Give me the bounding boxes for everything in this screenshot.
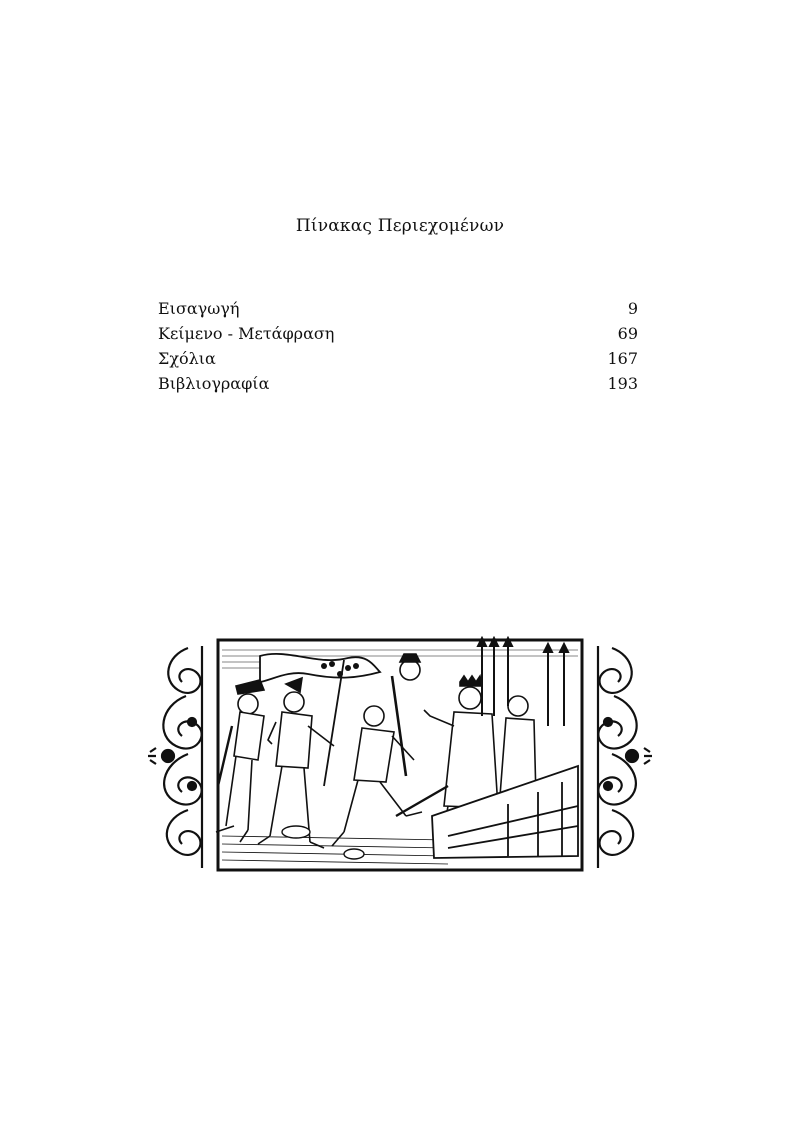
toc-entry-page: 167 <box>607 349 638 368</box>
toc-entry-bibliography[interactable] <box>158 371 638 396</box>
toc-entry-label: Σχόλια <box>158 349 216 368</box>
toc-entry-page: 9 <box>627 299 638 318</box>
woodcut-scene-icon <box>216 638 582 870</box>
toc-entry-label: Κείμενο - Μετάφραση <box>158 324 335 343</box>
toc-entry-introduction[interactable] <box>158 296 638 321</box>
toc-entry-label: Βιβλιογραφία <box>158 374 270 393</box>
toc-entry-label: Εισαγωγή <box>158 299 240 318</box>
toc-entry-page: 69 <box>617 324 638 343</box>
toc-entry-text-translation[interactable] <box>158 321 638 346</box>
toc-entry-comments[interactable] <box>158 346 638 371</box>
right-ornament-icon <box>598 646 652 868</box>
table-of-contents <box>158 296 638 396</box>
toc-entry-page: 193 <box>607 374 638 393</box>
toc-title: Πίνακας Περιεχομένων <box>295 216 505 236</box>
left-ornament-icon <box>148 646 202 868</box>
woodcut-illustration-icon <box>148 636 652 876</box>
